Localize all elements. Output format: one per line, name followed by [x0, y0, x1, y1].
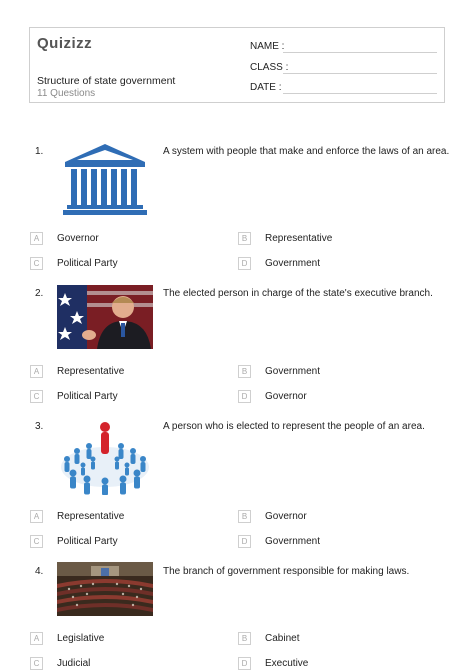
- quizizz-logo: Quizizz: [37, 35, 93, 52]
- option-text: Government: [265, 258, 321, 269]
- option-text: Governor: [265, 391, 307, 402]
- option-letter-box: B: [238, 510, 251, 523]
- worksheet-title: Structure of state government: [37, 75, 176, 87]
- option-text: Government: [265, 536, 321, 547]
- option-letter-box: A: [30, 232, 43, 245]
- option-text: Political Party: [57, 258, 118, 269]
- date-field: [250, 82, 281, 93]
- class-line[interactable]: [283, 73, 437, 74]
- people-circle-leader-icon: [57, 415, 153, 495]
- option-letter-box: D: [238, 657, 251, 670]
- question-count: 11 Questions: [37, 88, 96, 99]
- option-text: Judicial: [57, 658, 91, 669]
- option-text: Cabinet: [265, 633, 300, 644]
- option-text: Representative: [57, 366, 125, 377]
- option-text: Political Party: [57, 536, 118, 547]
- question-2-text: The elected person in charge of the state's executive branch.: [163, 288, 433, 299]
- option-letter-box: A: [30, 632, 43, 645]
- option-letter-box: D: [238, 390, 251, 403]
- option-text: Legislative: [57, 633, 105, 644]
- name-field: [250, 41, 284, 52]
- option-letter-box: B: [238, 632, 251, 645]
- name-line[interactable]: [283, 52, 437, 53]
- question-1-number: 1.: [35, 146, 44, 157]
- worksheet-header: [29, 27, 445, 103]
- option-letter-box: B: [238, 232, 251, 245]
- question-3-number: 3.: [35, 421, 44, 432]
- option-letter-box: A: [30, 365, 43, 378]
- option-text: Political Party: [57, 391, 118, 402]
- option-text: Executive: [265, 658, 309, 669]
- option-letter-box: C: [30, 535, 43, 548]
- question-2-number: 2.: [35, 288, 44, 299]
- question-3-text: A person who is elected to represent the people of an area.: [163, 421, 425, 432]
- question-4-number: 4.: [35, 566, 44, 577]
- option-text: Government: [265, 366, 321, 377]
- government-building-icon: [57, 142, 153, 216]
- option-text: Representative: [265, 233, 333, 244]
- legislative-chamber-photo: [57, 562, 153, 616]
- option-letter-box: A: [30, 510, 43, 523]
- question-4-text: The branch of government responsible for making laws.: [163, 566, 410, 577]
- option-letter-box: C: [30, 657, 43, 670]
- option-letter-box: C: [30, 257, 43, 270]
- name-label: NAME :: [250, 41, 285, 52]
- date-label: DATE :: [250, 82, 282, 93]
- option-text: Representative: [57, 511, 125, 522]
- class-label: CLASS :: [250, 62, 289, 73]
- class-field: [250, 62, 288, 73]
- option-letter-box: C: [30, 390, 43, 403]
- option-text: Governor: [57, 233, 99, 244]
- question-1-text: A system with people that make and enforce the laws of an area.: [163, 146, 450, 157]
- governor-speaking-photo: [57, 285, 153, 349]
- option-letter-box: D: [238, 257, 251, 270]
- option-letter-box: B: [238, 365, 251, 378]
- option-text: Governor: [265, 511, 307, 522]
- date-line[interactable]: [283, 93, 437, 94]
- option-letter-box: D: [238, 535, 251, 548]
